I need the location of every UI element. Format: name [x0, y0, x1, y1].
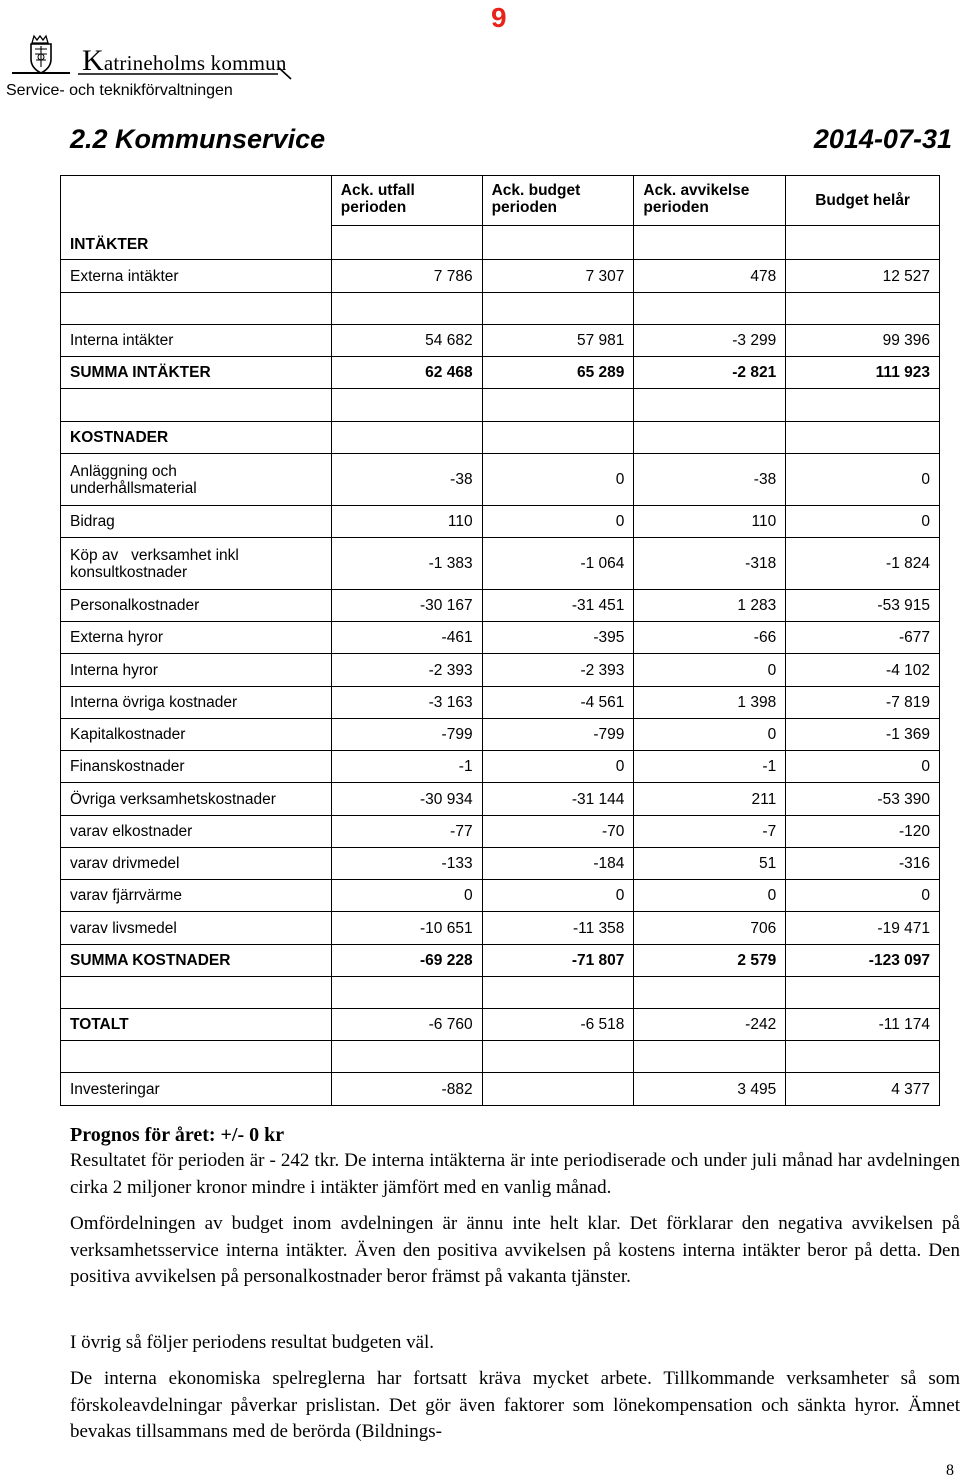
- col-header-avvikelse: [634, 176, 786, 226]
- row-label: Interna övriga kostnader: [61, 687, 332, 719]
- table-row: [61, 506, 940, 538]
- cell-value: -461: [331, 622, 482, 654]
- table-row: [61, 454, 940, 506]
- municipality-logo: [10, 34, 292, 80]
- table-row: [61, 783, 940, 816]
- col-header-utfall: [331, 176, 482, 226]
- empty-cell: [331, 226, 482, 260]
- paragraph-omfordelning: Omfördelningen av budget inom avdelningen är ännu inte helt klar. Det förklarar den negativa avvikelsen på verksamhetsservice interna intäkter. Även den positiva avvikelsen på kostens interna intäkter beror på detta. Den positiva avvikelsen på personalkostnader beror främst på vakanta tjänster.: [70, 1213, 960, 1287]
- table-row-investeringar: [61, 1073, 940, 1106]
- col-header-avvikelse-line1: Ack. avvikelse: [643, 182, 750, 199]
- cell-value: 57 981: [482, 325, 634, 357]
- cell-value: -77: [331, 816, 482, 848]
- table-row-totalt: [61, 1009, 940, 1041]
- cell-value: -123 097: [786, 945, 940, 977]
- cell-value: -53 915: [786, 590, 940, 622]
- row-label-line2: konsultkostnader: [70, 563, 188, 581]
- cell-value: 4 377: [786, 1073, 940, 1106]
- logo-text-rest: atrineholms kommun: [103, 51, 287, 75]
- cell-value: -71 807: [482, 945, 634, 977]
- cell-value: -1: [634, 751, 786, 783]
- report-date: 2014-07-31: [813, 124, 952, 154]
- cell-value: -1 824: [786, 538, 940, 590]
- page-number-top: 9: [491, 2, 507, 33]
- cell-value: -133: [331, 848, 482, 880]
- cell-value: 110: [331, 506, 482, 538]
- row-label: Övriga verksamhetskostnader: [61, 783, 332, 816]
- cell-value: -3 299: [634, 325, 786, 357]
- cell-value: [482, 1073, 634, 1106]
- cell-value: -799: [331, 719, 482, 751]
- row-label: [61, 538, 332, 590]
- table-row-summa-kostnader: [61, 945, 940, 977]
- cell-value: -19 471: [786, 912, 940, 945]
- cell-value: 111 923: [786, 357, 940, 389]
- cell-value: 0: [786, 454, 940, 506]
- cell-value: -1 369: [786, 719, 940, 751]
- logo-initial: K: [82, 44, 104, 77]
- cell-value: -1 383: [331, 538, 482, 590]
- row-label: Bidrag: [61, 506, 332, 538]
- row-label-line2: underhållsmaterial: [70, 479, 197, 497]
- row-label-line1: Anläggning och: [70, 462, 177, 480]
- table-header-row: [61, 176, 940, 226]
- row-label: Personalkostnader: [61, 590, 332, 622]
- cell-value: 65 289: [482, 357, 634, 389]
- prognos-heading: Prognos för året: +/- 0 kr: [70, 1124, 285, 1146]
- row-label-line1: Köp av verksamhet inkl: [70, 546, 239, 564]
- page-number-bottom: 8: [946, 1462, 954, 1479]
- paragraph-result: Resultatet för perioden är - 242 tkr. De interna intäkterna är inte periodiserade och under juli månad har avdelningen cirka 2 miljoner kronor mindre i intäkter jämfört med en vanlig månad.: [70, 1150, 960, 1198]
- cell-value: -3 163: [331, 687, 482, 719]
- cell-value: 7 786: [331, 260, 482, 293]
- row-label: varav livsmedel: [61, 912, 332, 945]
- cell-value: -2 821: [634, 357, 786, 389]
- col-header-utfall-line1: Ack. utfall: [340, 182, 415, 199]
- paragraph-ovrigt: I övrig så följer periodens resultat budgeten väl.: [70, 1332, 435, 1353]
- cell-value: -7 819: [786, 687, 940, 719]
- table-row: [61, 751, 940, 783]
- table-row: [61, 654, 940, 687]
- cell-value: 0: [482, 880, 634, 912]
- cell-value: -242: [634, 1009, 786, 1041]
- cell-value: -31 144: [482, 783, 634, 816]
- table-row: [61, 912, 940, 945]
- cell-value: 0: [634, 719, 786, 751]
- col-header-avvikelse-line2: perioden: [643, 199, 709, 216]
- logo-wordmark: [82, 44, 287, 78]
- table-row: [61, 687, 940, 719]
- department-name: Service- och teknikförvaltningen: [6, 82, 233, 99]
- cell-value: -10 651: [331, 912, 482, 945]
- cell-value: -6 760: [331, 1009, 482, 1041]
- empty-row: [61, 293, 940, 325]
- cell-value: -799: [482, 719, 634, 751]
- empty-cell: [634, 226, 786, 260]
- empty-cell: [786, 226, 940, 260]
- cell-value: -70: [482, 816, 634, 848]
- section-title: 2.2 Kommunservice: [70, 124, 326, 154]
- col-header-budget-line2: perioden: [491, 199, 558, 216]
- table-row: [61, 719, 940, 751]
- col-header-budget-line1: Ack. budget: [491, 182, 581, 199]
- row-label: varav fjärrvärme: [61, 880, 332, 912]
- cell-value: -1 064: [482, 538, 634, 590]
- table-row: [61, 880, 940, 912]
- cell-value: -2 393: [331, 654, 482, 687]
- col-header-budget: [482, 176, 634, 226]
- cell-value: 1 283: [634, 590, 786, 622]
- cell-value: 0: [482, 506, 634, 538]
- table-row: [61, 590, 940, 622]
- cell-value: 0: [786, 880, 940, 912]
- cell-value: 62 468: [331, 357, 482, 389]
- row-label: SUMMA INTÄKTER: [61, 357, 332, 389]
- cell-value: 0: [331, 880, 482, 912]
- paragraph-spelregler: De interna ekonomiska spelreglerna har fortsatt kräva mycket arbete. Tillkommande verksamheter så som förskoleavdelningar påverkar prislistan. Det gör även faktorer som lönekompensation och sänkta hyror. Ämnet bevakas tillsammans med de berörda (Bildnings-: [70, 1368, 960, 1442]
- kostnader-heading: KOSTNADER: [61, 422, 332, 454]
- table-row: [61, 622, 940, 654]
- row-label: varav drivmedel: [61, 848, 332, 880]
- col-header-budget-helar: Budget helår: [786, 176, 940, 226]
- cell-value: 0: [482, 454, 634, 506]
- empty-row: [61, 977, 940, 1009]
- table-row: [61, 325, 940, 357]
- empty-row: [61, 1041, 940, 1073]
- cell-value: 1 398: [634, 687, 786, 719]
- cell-value: 3 495: [634, 1073, 786, 1106]
- cell-value: -882: [331, 1073, 482, 1106]
- cell-value: 12 527: [786, 260, 940, 293]
- cell-value: -2 393: [482, 654, 634, 687]
- row-label: Externa hyror: [61, 622, 332, 654]
- cell-value: -69 228: [331, 945, 482, 977]
- row-label: Finanskostnader: [61, 751, 332, 783]
- cell-value: 211: [634, 783, 786, 816]
- table-row: [61, 816, 940, 848]
- cell-value: 2 579: [634, 945, 786, 977]
- cell-value: -30 167: [331, 590, 482, 622]
- cell-value: -30 934: [331, 783, 482, 816]
- cell-value: -4 561: [482, 687, 634, 719]
- cell-value: -53 390: [786, 783, 940, 816]
- row-label: TOTALT: [61, 1009, 332, 1041]
- cell-value: -38: [331, 454, 482, 506]
- cell-value: -7: [634, 816, 786, 848]
- cell-value: -184: [482, 848, 634, 880]
- financial-table: [60, 175, 940, 1106]
- cell-value: -1: [331, 751, 482, 783]
- row-label: Investeringar: [61, 1073, 332, 1106]
- empty-cell: [482, 226, 634, 260]
- cell-value: -31 451: [482, 590, 634, 622]
- cell-value: -677: [786, 622, 940, 654]
- empty-row: [61, 389, 940, 422]
- col-header-utfall-line2: perioden: [340, 199, 407, 216]
- row-label: SUMMA KOSTNADER: [61, 945, 332, 977]
- intakter-heading: INTÄKTER: [61, 176, 332, 260]
- cell-value: -6 518: [482, 1009, 634, 1041]
- cell-value: -395: [482, 622, 634, 654]
- cell-value: -316: [786, 848, 940, 880]
- row-label: Externa intäkter: [61, 260, 332, 293]
- cell-value: 7 307: [482, 260, 634, 293]
- row-label: [61, 454, 332, 506]
- cell-value: 99 396: [786, 325, 940, 357]
- table-row: [61, 848, 940, 880]
- cell-value: -11 174: [786, 1009, 940, 1041]
- cell-value: -120: [786, 816, 940, 848]
- cell-value: -318: [634, 538, 786, 590]
- cell-value: -38: [634, 454, 786, 506]
- cell-value: -11 358: [482, 912, 634, 945]
- table-row: [61, 260, 940, 293]
- kostnader-heading-row: [61, 422, 940, 454]
- cell-value: 54 682: [331, 325, 482, 357]
- table-row-summa-intakter: [61, 357, 940, 389]
- cell-value: 706: [634, 912, 786, 945]
- cell-value: 110: [634, 506, 786, 538]
- cell-value: 478: [634, 260, 786, 293]
- cell-value: 0: [634, 654, 786, 687]
- cell-value: -4 102: [786, 654, 940, 687]
- cell-value: 0: [786, 506, 940, 538]
- row-label: varav elkostnader: [61, 816, 332, 848]
- row-label: Interna hyror: [61, 654, 332, 687]
- cell-value: 0: [482, 751, 634, 783]
- cell-value: 0: [634, 880, 786, 912]
- cell-value: 0: [786, 751, 940, 783]
- cell-value: -66: [634, 622, 786, 654]
- table-row: [61, 538, 940, 590]
- cell-value: 51: [634, 848, 786, 880]
- row-label: Kapitalkostnader: [61, 719, 332, 751]
- row-label: Interna intäkter: [61, 325, 332, 357]
